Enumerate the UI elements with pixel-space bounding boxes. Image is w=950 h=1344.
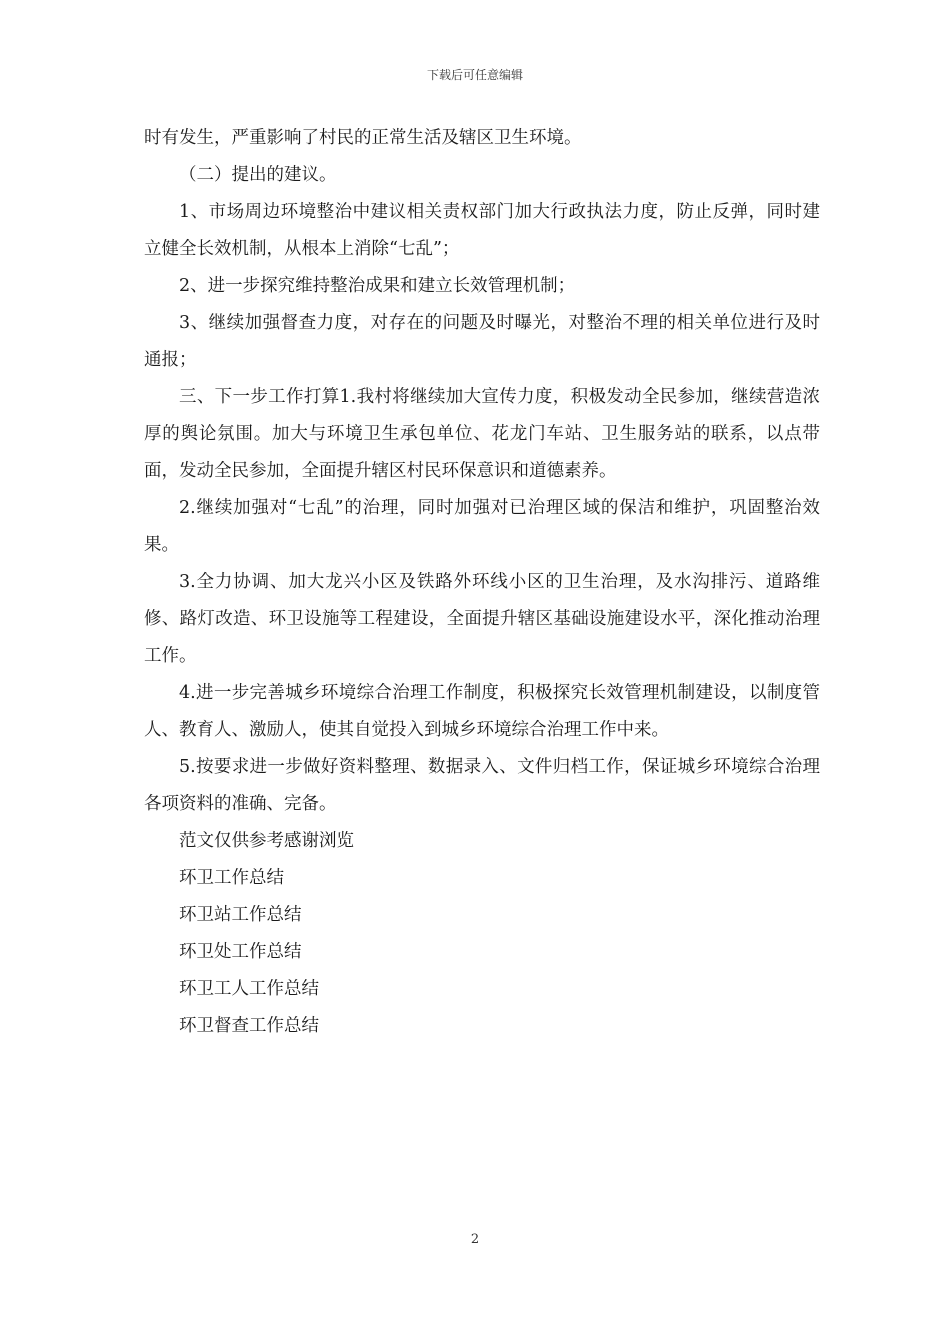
paragraph-next-steps-3: 3.全力协调、加大龙兴小区及铁路外环线小区的卫生治理，及水沟排污、道路维修、路灯改造、环卫设施等工程建设，全面提升辖区基础设施建设水平，深化推动治理工作。 [144,572,820,666]
related-item: 环卫工人工作总结 [179,979,319,999]
paragraph-next-steps-5: 5.按要求进一步做好资料整理、数据录入、文件归档工作，保证城乡环境综合治理各项资料的准确、完备。 [144,757,820,814]
paragraph-suggestion-1: 1、市场周边环境整治中建议相关责权部门加大行政执法力度，防止反弹，同时建立健全长效机制，从根本上消除“七乱”； [144,202,820,259]
reference-note: 范文仅供参考感谢浏览 [179,831,354,851]
related-item: 环卫督查工作总结 [179,1016,319,1036]
paragraph-suggestion-2: 2、进一步探究维持整治成果和建立长效管理机制； [179,276,576,296]
section-heading-suggestions: （二）提出的建议。 [179,165,337,185]
related-item: 环卫站工作总结 [179,905,302,925]
page-header: 下载后可任意编辑 [426,68,523,82]
paragraph-next-steps-1: 三、下一步工作打算1.我村将继续加大宣传力度，积极发动全民参加，继续营造浓厚的舆论氛围。加大与环境卫生承包单位、花龙门车站、卫生服务站的联系，以点带面，发动全民参加，全面提升辖区村民环保意识和道德素养。 [144,387,820,481]
paragraph-next-steps-4: 4.进一步完善城乡环境综合治理工作制度，积极探究长效管理机制建设，以制度管人、教育人、激励人，使其自觉投入到城乡环境综合治理工作中来。 [144,683,820,740]
related-item: 环卫处工作总结 [179,942,302,962]
paragraph-next-steps-2: 2.继续加强对“七乱”的治理，同时加强对已治理区域的保洁和维护，巩固整治效果。 [144,498,820,555]
paragraph-suggestion-3: 3、继续加强督查力度，对存在的问题及时曝光，对整治不理的相关单位进行及时通报； [144,313,820,370]
document-body [144,120,820,1045]
related-item: 环卫工作总结 [179,868,284,888]
paragraph-continuation: 时有发生，严重影响了村民的正常生活及辖区卫生环境。 [144,128,582,148]
page-number: 2 [470,1232,480,1247]
